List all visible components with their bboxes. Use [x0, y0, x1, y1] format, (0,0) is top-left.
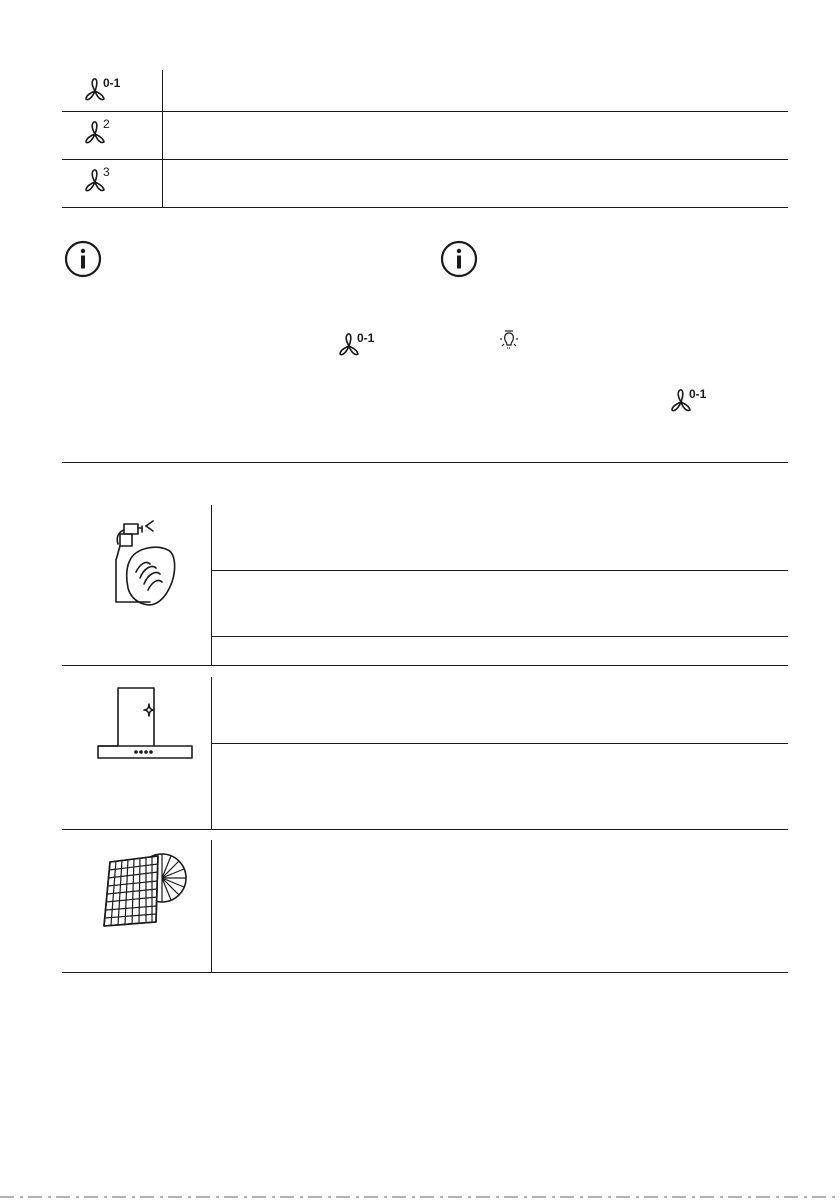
care-table-row-line: [211, 743, 788, 744]
fan-table-divider: [162, 70, 163, 207]
fan-level-label: 2: [103, 117, 110, 131]
care-table-divider: [211, 505, 212, 665]
section-divider: [62, 462, 788, 463]
fan-table-bottom-line: [62, 207, 788, 208]
care-table-row-line: [211, 570, 788, 571]
fan-table-row-line: [62, 159, 788, 160]
hood-shine-icon: [96, 686, 194, 762]
page-bottom-edge: [0, 1186, 840, 1192]
care-table-divider: [211, 677, 212, 829]
fan-level-label: 3: [103, 165, 110, 179]
fan-level-label: 0-1: [689, 387, 707, 401]
care-table-row-line: [211, 636, 788, 637]
care-table-section-line: [62, 829, 788, 830]
info-icon: [64, 240, 102, 278]
light-bulb-icon: [497, 329, 521, 353]
grease-filter-icon: [100, 848, 190, 930]
spray-cleaning-icon: [106, 520, 180, 608]
info-icon: [440, 240, 478, 278]
care-table-divider: [211, 840, 212, 972]
fan-level-label: 0-1: [103, 76, 121, 90]
fan-table-row-line: [62, 111, 788, 112]
care-table-section-line: [62, 665, 788, 666]
care-table-bottom-line: [62, 972, 788, 973]
fan-level-label: 0-1: [357, 331, 375, 345]
